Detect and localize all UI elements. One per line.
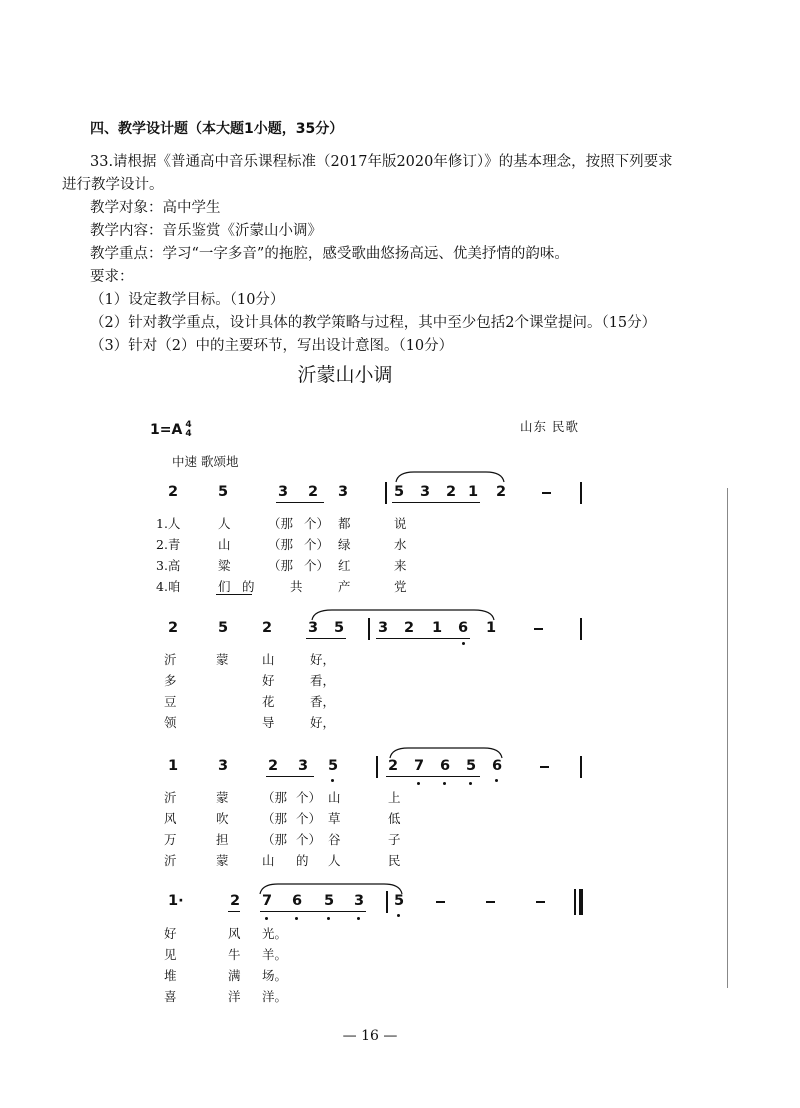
scan-edge-line [727,488,728,988]
note: 2 [496,484,507,500]
bar-line [376,756,378,778]
lyric: 见 [164,947,177,962]
requirement-2: （2）针对教学重点，设计具体的教学策略与过程，其中至少包括2个课堂提问。（15分） [90,315,657,331]
lyric: 光。 [262,926,288,941]
beam-underline [386,776,480,777]
note: 6 [292,893,303,909]
low-octave-dot [469,782,472,785]
note: 2 [168,484,179,500]
note: 2 [308,484,319,500]
lyric: 2.青 [156,537,181,552]
note: 1· [168,893,184,909]
time-bottom: 4 [185,429,192,439]
page-number: — 16 — [342,1028,398,1044]
slur [388,746,504,760]
lyric: 洋。 [262,989,288,1004]
lyric: 个） [296,790,322,805]
lyric: 来 [394,558,407,573]
bar-line [580,618,582,640]
lyric: 红 [338,558,351,573]
lyric: 沂 [164,652,177,667]
note: 1 [432,620,443,636]
lyric: 水 [394,537,407,552]
note: 5 [334,620,345,636]
lyric: 说 [394,516,407,531]
note: 5 [394,484,405,500]
lyric: 绿 [338,537,351,552]
lyric: 担 [216,832,229,847]
lyric: 洋 [228,989,241,1004]
lyric: （那 [262,832,288,847]
teaching-audience: 教学对象：高中学生 [90,200,221,216]
lyric: 共 [290,579,303,594]
lyric: 个） [304,516,330,531]
note: 7 [414,758,425,774]
section-title: 四、教学设计题（本大题1小题，35分） [90,121,344,137]
low-octave-dot [462,642,465,645]
lyric: 吹 [216,811,229,826]
lyric: 风 [164,811,177,826]
lyric: 山 [262,853,275,868]
low-octave-dot [357,917,360,920]
note: 1 [168,758,179,774]
bar-line [580,756,582,778]
lyric: 民 [388,853,401,868]
sustain-dash [486,901,495,903]
time-top: 4 [185,420,192,430]
song-title: 沂蒙山小调 [297,364,393,386]
lyric: 山 [218,537,231,552]
lyric: 草 [328,811,341,826]
lyric: 4.咱 [156,579,181,594]
lyric: 上 [388,790,401,805]
song-origin: 山东 民歌 [520,419,579,434]
lyric: 党 [394,579,407,594]
sustain-dash [542,492,551,494]
lyric: 沂 [164,790,177,805]
lyric: 产 [338,579,351,594]
lyric: 1.人 [156,516,181,531]
slur [258,882,404,896]
lyric: 子 [388,832,401,847]
teaching-focus: 教学重点：学习“一字多音”的拖腔，感受歌曲悠扬高远、优美抒情的韵味。 [90,246,569,262]
note: 3 [354,893,365,909]
lyric: 的 [296,853,309,868]
note: 3 [298,758,309,774]
note: 3 [308,620,319,636]
lyric: 们 [218,579,231,594]
teaching-content: 教学内容：音乐鉴赏《沂蒙山小调》 [90,223,322,239]
lyric: 满 [228,968,241,983]
note: 2 [388,758,399,774]
final-bar-thick [579,889,583,915]
note: 1 [486,620,497,636]
lyric: 万 [164,832,177,847]
lyric: （那 [262,790,288,805]
note: 2 [446,484,457,500]
lyric: 领 [164,715,177,730]
lyric: 蒙 [216,853,229,868]
beam-underline [228,911,240,912]
note: 2 [262,620,273,636]
lyric: 好 [164,926,177,941]
low-octave-dot [495,779,498,782]
lyric: 羊。 [262,947,288,962]
note: 2 [230,893,241,909]
note: 3 [218,758,229,774]
lyric: 堆 [164,968,177,983]
requirement-1: （1）设定教学目标。（10分） [90,292,285,308]
lyric: （那 [268,537,294,552]
low-octave-dot [265,917,268,920]
low-octave-dot [443,782,446,785]
sustain-dash [436,901,445,903]
lyric: 山 [328,790,341,805]
lyric: 的 [242,579,255,594]
lyric: 牛 [228,947,241,962]
note: 2 [268,758,279,774]
low-octave-dot [327,917,330,920]
lyric: 低 [388,811,401,826]
sustain-dash [536,901,545,903]
key-signature [150,421,192,439]
lyric: 看， [310,673,336,688]
lyric: （那 [262,811,288,826]
lyric: 都 [338,516,351,531]
lyric: 多 [164,673,177,688]
lyric: 蒙 [216,652,229,667]
requirement-3: （3）针对（2）中的主要环节，写出设计意图。（10分） [90,338,454,354]
lyric: 3.高 [156,558,181,573]
bar-line [385,482,387,504]
low-octave-dot [295,917,298,920]
lyric: 好， [310,652,336,667]
lyric: （那 [268,516,294,531]
low-octave-dot [397,914,400,917]
note: 6 [492,758,503,774]
lyric: 喜 [164,989,177,1004]
note: 5 [394,893,405,909]
note: 3 [378,620,389,636]
note: 3 [278,484,289,500]
lyric: 山 [262,652,275,667]
lyric: 蒙 [216,790,229,805]
lyric: 花 [262,694,275,709]
low-octave-dot [417,782,420,785]
lyric: 个） [296,832,322,847]
question-stem-line1: 33.请根据《普通高中音乐课程标准（2017年版2020年修订）》的基本理念，按照下列要求 [90,154,673,170]
lyric: 场。 [262,968,288,983]
note: 5 [466,758,477,774]
lyric: 个） [296,811,322,826]
low-octave-dot [331,779,334,782]
lyric: 个） [304,558,330,573]
note: 7 [262,893,273,909]
lyric: 豆 [164,694,177,709]
note: 5 [218,620,229,636]
note: 5 [218,484,229,500]
key-label: 1=A [150,422,183,438]
beam-underline [260,911,366,912]
lyric: 好， [310,715,336,730]
note: 3 [420,484,431,500]
note: 6 [440,758,451,774]
lyric: 导 [262,715,275,730]
note: 5 [324,893,335,909]
beam-underline [266,776,314,777]
lyric: 人 [328,853,341,868]
lyric: 粱 [218,558,231,573]
beam-underline [392,502,480,503]
note: 3 [338,484,349,500]
bar-line [580,482,582,504]
lyric: 风 [228,926,241,941]
lyric: 沂 [164,853,177,868]
time-signature [185,421,191,439]
requirements-label: 要求： [90,269,134,285]
lyric: 人 [218,516,231,531]
lyric: 谷 [328,832,341,847]
note: 1 [468,484,479,500]
note: 2 [404,620,415,636]
lyric-underline [216,594,252,595]
note: 5 [328,758,339,774]
beam-underline [276,502,324,503]
final-bar-thin [574,889,576,915]
lyric: （那 [268,558,294,573]
note: 6 [458,620,469,636]
beam-underline [376,638,470,639]
tempo-marking: 中速 歌颂地 [172,454,239,469]
lyric: 好 [262,673,275,688]
sustain-dash [540,766,549,768]
question-stem-line2: 进行教学设计。 [62,177,164,193]
lyric: 个） [304,537,330,552]
note: 2 [168,620,179,636]
slur [310,608,496,622]
sustain-dash [534,628,543,630]
beam-underline [306,638,346,639]
slur [394,470,506,484]
lyric: 香， [310,694,336,709]
